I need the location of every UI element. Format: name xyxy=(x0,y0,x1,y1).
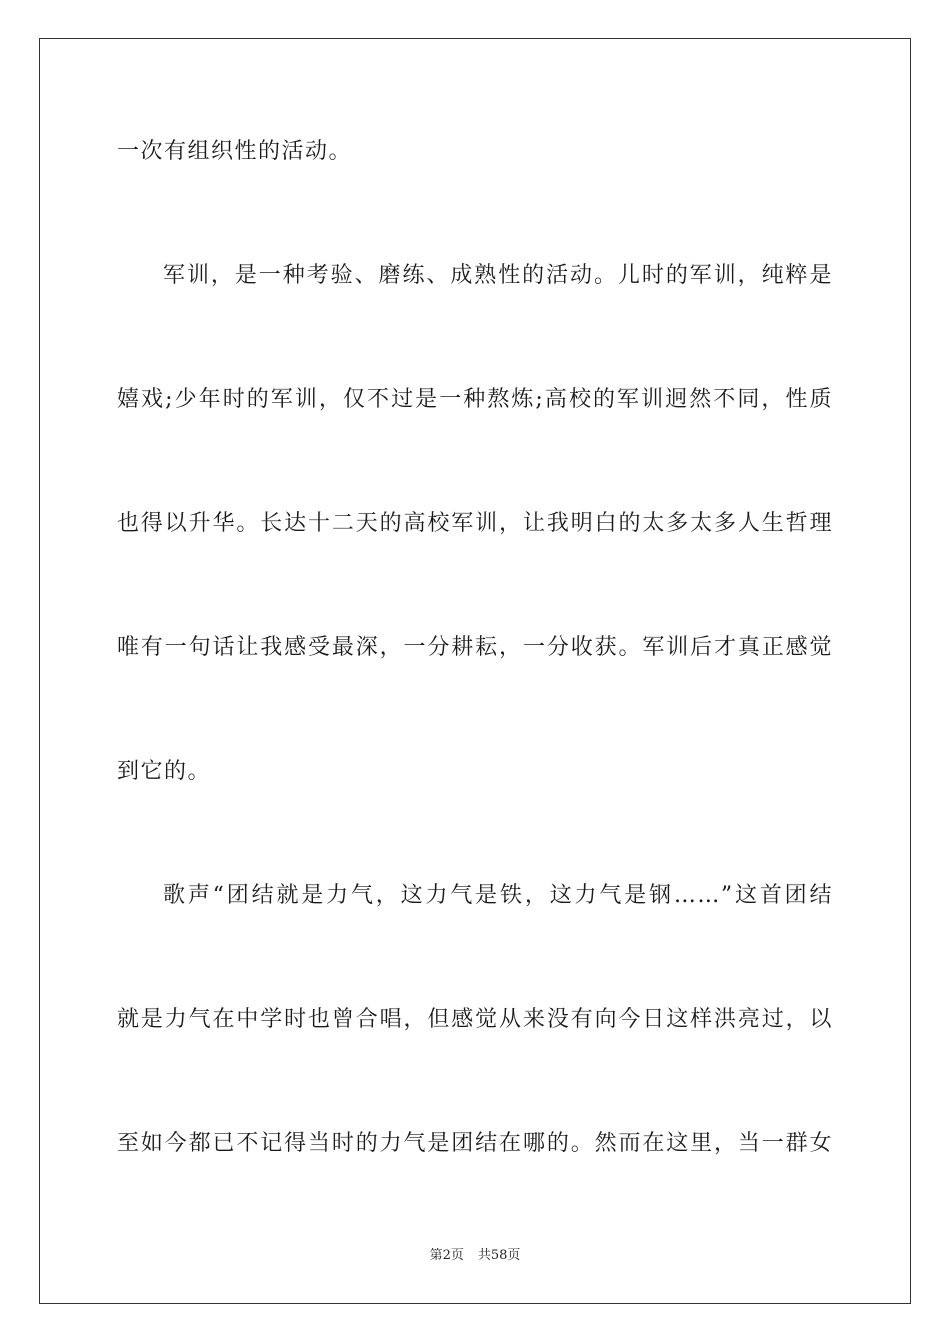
text-line-3: 嬉戏;少年时的军训，仅不过是一种熬炼;高校的军训迥然不同，性质 xyxy=(117,387,833,412)
text-line-7: 歌声“团结就是力气，这力气是铁，这力气是钢……”这首团结 xyxy=(163,883,833,908)
text-line-2: 军训，是一种考验、磨练、成熟性的活动。儿时的军训，纯粹是 xyxy=(163,263,833,288)
page-footer xyxy=(0,1247,950,1265)
text-line-4: 也得以升华。长达十二天的高校军训，让我明白的太多太多人生哲理 xyxy=(117,511,833,536)
page-total: 共58页 xyxy=(477,1248,521,1263)
text-line-8: 就是力气在中学时也曾合唱，但感觉从来没有向今日这样洪亮过，以 xyxy=(117,1007,833,1032)
page-border xyxy=(39,38,911,1304)
text-line-5: 唯有一句话让我感受最深，一分耕耘，一分收获。军训后才真正感觉 xyxy=(117,635,833,660)
text-line-9: 至如今都已不记得当时的力气是团结在哪的。然而在这里，当一群女 xyxy=(117,1131,833,1156)
text-line-1: 一次有组织性的活动。 xyxy=(117,139,353,164)
page-number: 第2页 xyxy=(429,1248,464,1263)
text-line-6: 到它的。 xyxy=(117,759,212,784)
